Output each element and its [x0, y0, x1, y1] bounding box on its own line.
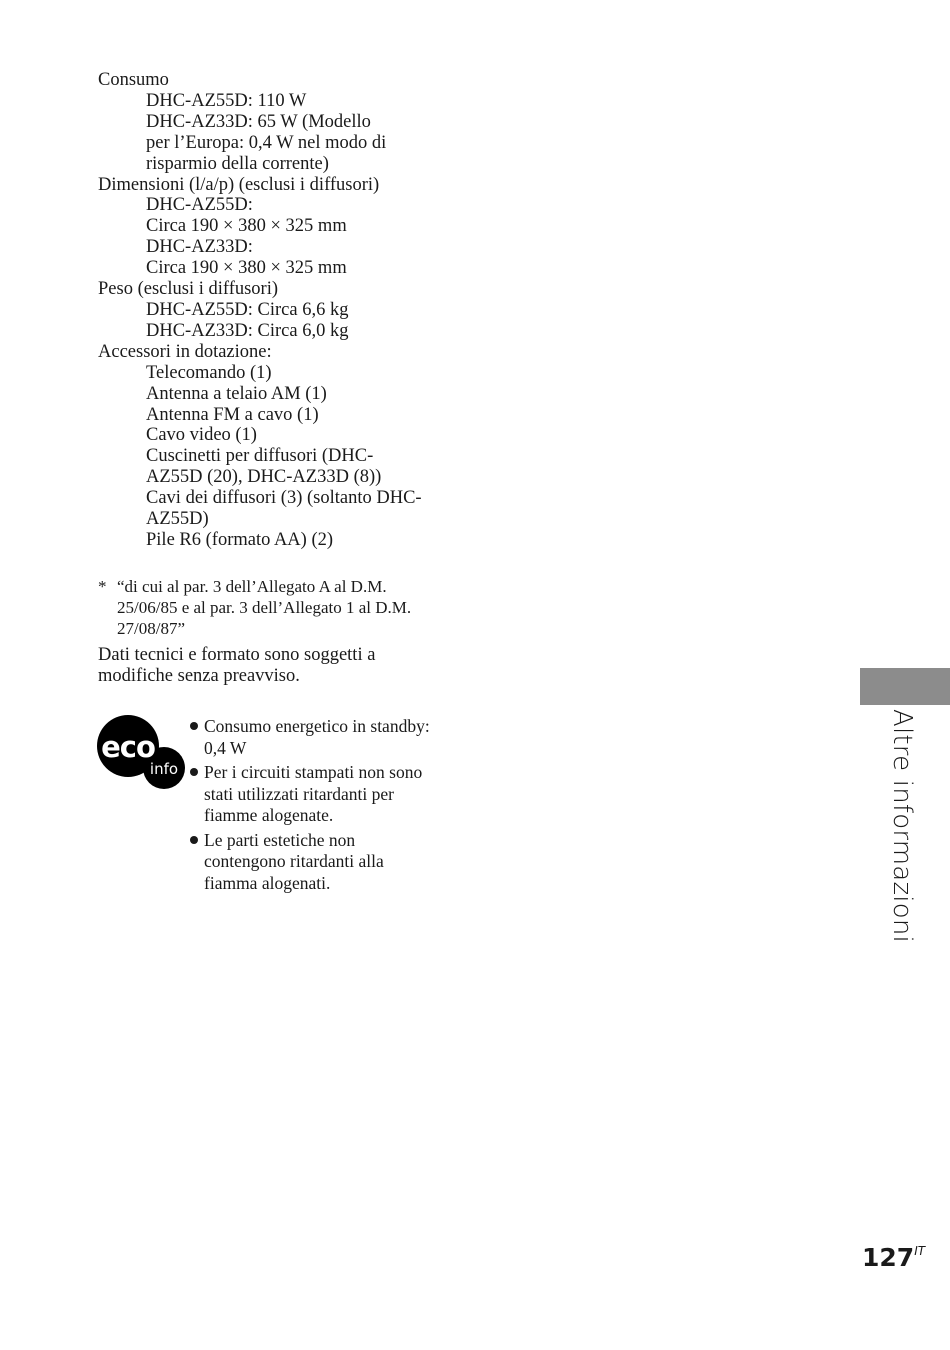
eco-info-list	[188, 716, 450, 897]
footnote-line: 27/08/87”	[117, 618, 185, 638]
list-item	[188, 830, 450, 895]
spec-label-peso: Peso (esclusi i diffusori)	[98, 279, 279, 300]
eco-info-logo	[97, 713, 187, 789]
list-item-line: stati utilizzati ritardanti per	[204, 783, 394, 804]
spec-line: Telecomando (1)	[146, 362, 272, 383]
page-number	[862, 1243, 925, 1272]
spec-line: DHC-AZ33D: 65 W (Modello	[146, 111, 371, 132]
section-tab	[860, 668, 950, 705]
list-item-line: fiamma alogenati.	[204, 872, 331, 893]
list-item-line: fiamme alogenate.	[204, 805, 334, 825]
spec-line: AZ55D (20), DHC-AZ33D (8))	[146, 467, 382, 488]
spec-line: per l’Europa: 0,4 W nel modo di	[146, 132, 387, 153]
footnote-mark: *	[98, 577, 107, 596]
spec-line: DHC-AZ33D:	[146, 237, 253, 258]
spec-line: Antenna FM a cavo (1)	[146, 404, 319, 425]
spec-line: DHC-AZ55D:	[146, 195, 253, 216]
change-notice	[98, 645, 418, 687]
spec-line: Antenna a telaio AM (1)	[146, 383, 327, 404]
spec-line: DHC-AZ55D: Circa 6,6 kg	[146, 299, 349, 320]
list-item	[188, 716, 450, 759]
notice-line: modifiche senza preavviso.	[98, 665, 300, 686]
spec-label-consumo: Consumo	[98, 70, 169, 90]
page-language-suffix: IT	[914, 1244, 926, 1258]
list-item-line: contengono ritardanti alla	[204, 851, 384, 871]
page-number-value: 127	[862, 1243, 915, 1272]
list-item-line: Le parti estetiche non	[204, 829, 356, 850]
spec-line: AZ55D)	[146, 509, 209, 530]
spec-line: Circa 190 × 380 × 325 mm	[146, 258, 347, 279]
info-logo-text: info	[149, 760, 179, 778]
footnote-line: “di cui al par. 3 dell’Allegato A al D.M.	[117, 577, 387, 596]
list-item-line: Consumo energetico in standby:	[204, 716, 430, 736]
spec-line: risparmio della corrente)	[146, 153, 329, 174]
spec-line: Cavi dei diffusori (3) (soltanto DHC-	[146, 488, 422, 509]
spec-line: Pile R6 (formato AA) (2)	[146, 529, 334, 550]
list-item-line: 0,4 W	[204, 737, 247, 758]
spec-line: DHC-AZ33D: Circa 6,0 kg	[146, 320, 349, 341]
spec-line: Cavo video (1)	[146, 425, 257, 446]
spec-label-dimensioni: Dimensioni (l/a/p) (esclusi i diffusori)	[98, 174, 380, 195]
footnote	[98, 577, 443, 640]
list-item-line: Per i circuiti stampati non sono	[204, 762, 423, 782]
spec-label-accessori: Accessori in dotazione:	[98, 341, 272, 362]
eco-logo-text: eco	[101, 730, 155, 764]
footnote-line: 25/06/85 e al par. 3 dell’Allegato 1 al D.M.	[117, 597, 412, 617]
spec-line: Cuscinetti per diffusori (DHC-	[146, 446, 374, 467]
spec-line: Circa 190 × 380 × 325 mm	[146, 216, 347, 237]
specifications	[98, 70, 458, 551]
list-item	[188, 762, 450, 827]
notice-line: Dati tecnici e formato sono soggetti a	[98, 645, 376, 665]
spec-line: DHC-AZ55D: 110 W	[146, 90, 307, 111]
section-title: Altre informazioni	[887, 709, 917, 943]
